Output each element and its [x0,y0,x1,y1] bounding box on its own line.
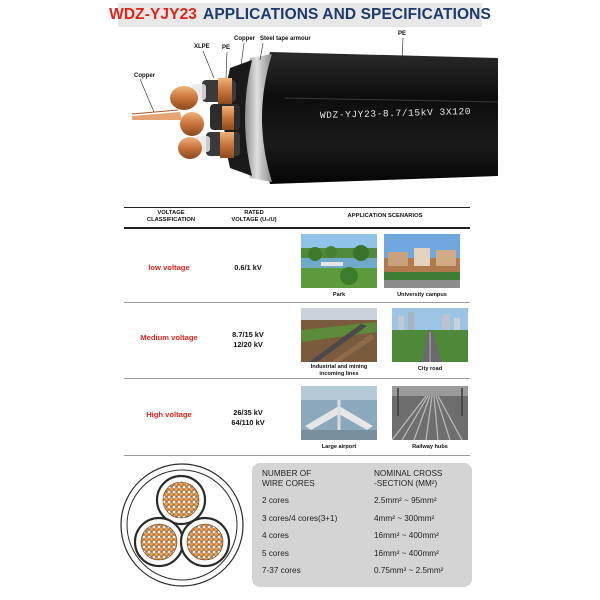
spec-section: 0.75mm² ~ 2.5mm² [374,566,444,575]
specs-panel [252,463,472,587]
label-pe-outer: PE [398,31,407,37]
specs-header [262,469,462,488]
photo-city-road [392,308,468,362]
spec-row [262,545,462,563]
leader-copper-core [140,79,154,112]
row-separator-1 [124,302,470,303]
photo-large-airport [301,386,377,440]
copper-strand-3 [178,137,202,159]
spec-section: 16mm² ~ 400mm² [374,548,439,558]
spec-row [262,492,462,510]
caption-industrial-mining: Industrial and mining incoming lines [310,364,368,377]
label-steel-tape: Steel tape armour [260,36,311,42]
specs-header-cores: NUMBER OF WIRE CORES [262,469,315,488]
cable-print-text: WDZ-YJY23-8.7/15kV 3X120 [319,106,472,121]
table-header [124,208,470,226]
row-low-classification: low voltage [148,263,190,272]
spec-row [262,562,462,580]
title-rest: APPLICATIONS AND SPECIFICATIONS [203,6,491,23]
spec-row [262,510,462,528]
row-separator-2 [124,378,470,379]
core-1-strands [163,482,199,518]
leader-pe [226,52,227,78]
copper-strand-2 [180,112,204,136]
photo-park [301,234,377,288]
copper-strand-1 [170,86,198,110]
caption-university-campus: University campus [397,292,447,298]
photo-university-campus [384,234,460,288]
row-low-voltage-1: 0.6/1 kV [234,263,262,272]
spec-section: 16mm² ~ 400mm² [374,531,439,540]
photo-industrial-mining [301,308,377,362]
cable-drawing [110,28,500,200]
caption-railway-hubs: Railway hubs [412,444,448,450]
spec-cores: 4 cores [262,531,289,540]
leader-xlpe [203,51,214,78]
header-scenarios: APPLICATION SCENARIOS [347,213,423,219]
spec-row [262,527,462,545]
header-voltage-class: VOLTAGE CLASSIFICATION [146,210,196,223]
spec-cores: 7-37 cores [262,566,301,575]
cable-cross-section [119,462,245,588]
copper-shield-3 [220,132,234,158]
caption-park: Park [332,292,346,298]
leader-copper-shield [241,43,244,66]
spec-section: 4mm² ~ 300mm² [374,513,435,523]
spec-cores: 5 cores [262,548,289,558]
core-3-strands [187,524,223,560]
spec-cores: 3 cores/4 cores(3+1) [262,513,338,523]
copper-shield-1 [218,78,232,104]
header-rated-voltage: RATED VOLTAGE (U₀/U) [231,210,277,223]
caption-city-road: City road [417,366,443,372]
label-copper-core: Copper [134,73,155,79]
caption-large-airport: Large airport [321,444,357,450]
label-copper-shield: Copper [234,36,255,42]
label-xlpe: XLPE [194,44,210,50]
copper-shield-2 [222,106,234,130]
row-high-classification: High voltage [146,410,192,419]
row-high-voltage-2: 64/110 kV [231,418,265,427]
title-model: WDZ-YJY23 [109,6,198,23]
cable-illustration [110,28,500,200]
label-pe-inner: PE [222,45,231,51]
core-2-strands [141,524,177,560]
row-medium-classification: Medium voltage [140,333,198,342]
specs-header-section: NOMINAL CROSS -SECTION (MM²) [374,469,443,488]
table-header-rule [124,227,470,229]
row-medium-voltage-2: 12/20 kV [233,340,263,349]
photo-railway-hubs [392,386,468,440]
spec-section: 2.5mm² ~ 95mm² [374,496,437,505]
row-high-voltage-1: 26/35 kV [233,408,263,417]
row-separator-3 [124,455,470,456]
row-medium-voltage-1: 8.7/15 kV [232,330,264,339]
spec-cores: 2 cores [262,496,289,505]
title-banner [109,3,491,27]
